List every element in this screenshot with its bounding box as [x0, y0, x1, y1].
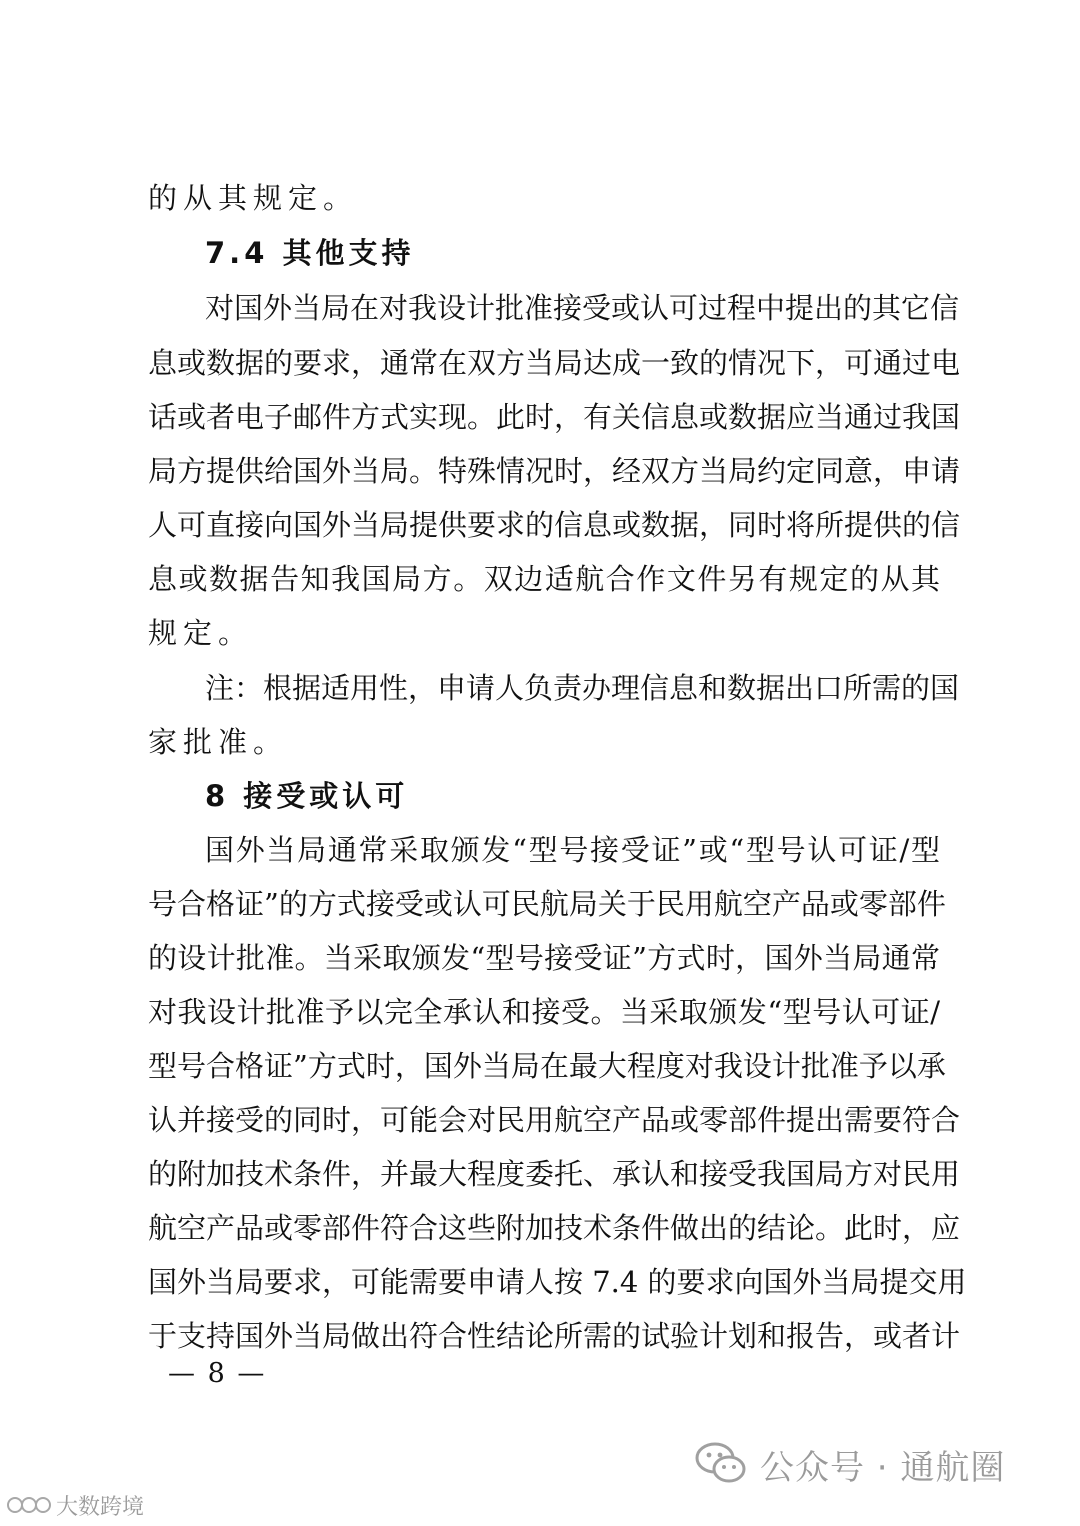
note-line-2: 家批准。 — [148, 725, 289, 759]
wechat-icon — [694, 1440, 748, 1486]
text-line-7: 人可直接向国外当局提供要求的信息或数据，同时将所提供的信 — [148, 508, 961, 542]
text-line-17: 型号合格证”方式时，国外当局在最大程度对我设计批准予以承 — [148, 1049, 946, 1083]
note-line-1: 注：根据适用性，申请人负责办理信息和数据出口所需的国 — [205, 671, 960, 705]
text-line-9: 规定。 — [148, 616, 254, 650]
text-line-3: 对国外当局在对我设计批准接受或认可过程中提出的其它信 — [205, 291, 960, 325]
text-line-13: 国外当局通常采取颁发“型号接受证”或“型号认可证/型 — [205, 833, 940, 867]
section-heading-7-4: 7.4 其他支持 — [205, 236, 415, 270]
text-line-21: 国外当局要求，可能需要申请人按 7.4 的要求向国外当局提交用 — [148, 1265, 967, 1299]
text-line-20: 航空产品或零部件符合这些附加技术条件做出的结论。此时，应 — [148, 1211, 961, 1245]
watermark-text: 公众号 · 通航圈 — [760, 1448, 1006, 1488]
text-line-19: 的附加技术条件，并最大程度委托、承认和接受我国局方对民用 — [148, 1157, 961, 1191]
text-line-5: 话或者电子邮件方式实现。此时，有关信息或数据应当通过我国 — [148, 400, 961, 434]
text-line-22: 于支持国外当局做出符合性结论所需的试验计划和报告，或者计 — [148, 1319, 961, 1353]
watermark-left-text: 大数跨境 — [56, 1495, 145, 1520]
text-line-6: 局方提供给国外当局。特殊情况时，经双方当局约定同意，申请 — [148, 454, 961, 488]
page-number: — 8 — — [168, 1358, 267, 1389]
watermark-wechat — [694, 1438, 1054, 1488]
text-line-8: 息或数据告知我国局方。双边适航合作文件另有规定的从其 — [148, 562, 940, 596]
text-line-16: 对我设计批准予以完全承认和接受。当采取颁发“型号认可证/ — [148, 995, 940, 1029]
section-heading-8: 8 接受或认可 — [205, 779, 409, 813]
text-line-1: 的从其规定。 — [148, 181, 359, 215]
watermark-logo-icon — [6, 1492, 56, 1518]
watermark-left — [6, 1490, 156, 1520]
text-line-18: 认并接受的同时，可能会对民用航空产品或零部件提出需要符合 — [148, 1103, 961, 1137]
text-line-4: 息或数据的要求，通常在双方当局达成一致的情况下，可通过电 — [148, 346, 961, 380]
text-line-15: 的设计批准。当采取颁发“型号接受证”方式时，国外当局通常 — [148, 941, 940, 975]
text-line-14: 号合格证”的方式接受或认可民航局关于民用航空产品或零部件 — [148, 887, 946, 921]
